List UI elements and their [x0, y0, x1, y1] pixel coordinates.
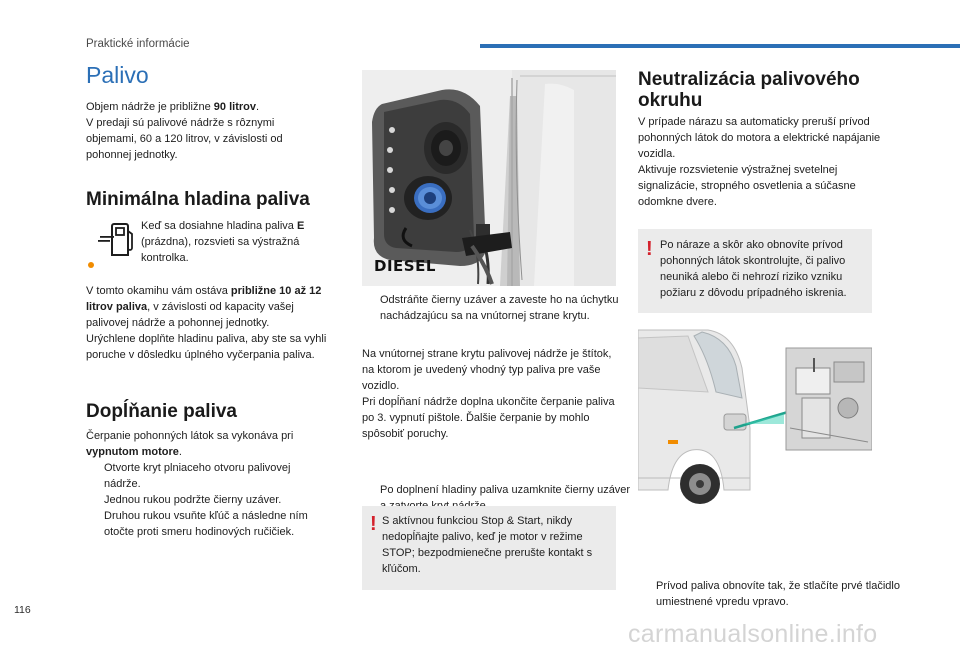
stop-start-warning-text: S aktívnou funkciou Stop & Start, nikdy nedopĺňajte palivo, keď je motor v režime STOP; bezpodmienečne prerušte kontakt s kľúčom.: [382, 515, 593, 575]
refuel-step-text: Druhou rukou vsuňte kľúč a následne ním otočte proti smeru hodinových ručičiek.: [104, 510, 308, 538]
label-paragraph: Na vnútornej strane krytu palivovej nádrže je štítok, na ktorom je uvedený vhodný typ paliva pre vaše vozidlo. Pri dopĺňaní nádrže doplna ukončite čerpanie paliva po 3. vypnutí pištole. Ďalšie čerpanie by mohlo spôsobiť poruchy.: [362, 348, 615, 440]
refuel-heading: Dopĺňanie paliva: [86, 401, 237, 422]
reserve-paragraph: [86, 283, 330, 363]
fuel-filler-image: [362, 70, 616, 286]
text-run: V tomto okamihu vám ostáva: [86, 285, 231, 297]
page-number: 116: [14, 604, 31, 616]
step-remove-cap: Odstráňte čierny uzáver a zaveste ho na úchytku nachádzajúcu sa na vnútornej strane krytu.: [380, 294, 619, 322]
diesel-label: DIESEL: [374, 257, 436, 275]
header-accent-bar: [480, 44, 960, 48]
van-reset-image: [638, 328, 872, 504]
warning-icon: !: [646, 238, 653, 260]
text-run: (prázdna), rozsvieti sa výstražná kontrolka.: [141, 236, 300, 264]
step-close-cap: Po doplnení hladiny paliva uzamknite čierny uzáver: [380, 484, 631, 496]
min-level-heading: Minimálna hladina paliva: [86, 189, 310, 210]
emphasis-text: 90 litrov: [213, 101, 256, 113]
refuel-step: [86, 460, 330, 492]
stop-start-warning-box: [362, 506, 616, 590]
emphasis-text: E: [296, 220, 305, 232]
page-title: Palivo: [86, 62, 149, 88]
intro-paragraph: [86, 99, 326, 163]
crash-warning-box: [638, 229, 872, 313]
crash-warning-text: Po náraze a skôr ako obnovíte prívod pohonných látok skontrolujte, či palivo neuniká alebo či nehrozí riziko vzniku požiaru z dôvodu prípadného iskrenia.: [660, 239, 847, 299]
refuel-steps-list: [86, 460, 330, 540]
text-run: , v závislosti od kapacity vašej palivovej nádrže a pohonnej jednotky. Urýchlene doplňte hladinu paliva, aby ste sa vyhli poruche v dôsledku úplného vyčerpania paliva.: [86, 301, 327, 361]
text-run: .: [178, 446, 182, 458]
watermark: carmanualsonline.info: [628, 620, 878, 648]
neutralization-text: V prípade nárazu sa automaticky preruší prívod pohonných látok do motora a elektrické napájanie vozidla. Aktivuje rozsvietenie výstražnej svetelnej signalizácie, stropného osvetlenia a súčasne odomkne dvere.: [638, 116, 881, 208]
section-label: Praktické informácie: [86, 38, 190, 50]
refuel-step-text: Jednou rukou podržte čierny uzáver.: [104, 494, 282, 506]
text-run: Keď sa dosiahne hladina paliva: [141, 220, 297, 232]
text-run: . V predaji sú palivové nádrže s rôznymi objemami, 60 a 120 litrov, v závislosti od pohonnej jednotky.: [86, 101, 283, 161]
warning-light-indicator: [88, 262, 94, 268]
emphasis-text: približne 10 až 12 litrov paliva: [86, 285, 322, 313]
fuel-pump-icon: [96, 219, 136, 259]
refuel-step: [86, 492, 330, 508]
emphasis-text: vypnutom motore: [86, 446, 179, 458]
neutralization-heading: Neutralizácia palivového okruhu: [638, 69, 860, 111]
min-level-text: [141, 218, 326, 266]
refuel-intro: [86, 428, 330, 460]
warning-icon: !: [370, 513, 377, 535]
step-restore-fuel: Prívod paliva obnovíte tak, že stlačíte prvé tlačidlo umiestnené vpredu vpravo.: [656, 580, 900, 608]
refuel-step-text: Otvorte kryt plniaceho otvoru palivovej nádrže.: [104, 462, 291, 490]
refuel-step: [86, 508, 330, 540]
text-run: Čerpanie pohonných látok sa vykonáva pri: [86, 430, 294, 442]
text-run: Objem nádrže je približne: [86, 101, 214, 113]
refuel-section: [86, 428, 330, 540]
